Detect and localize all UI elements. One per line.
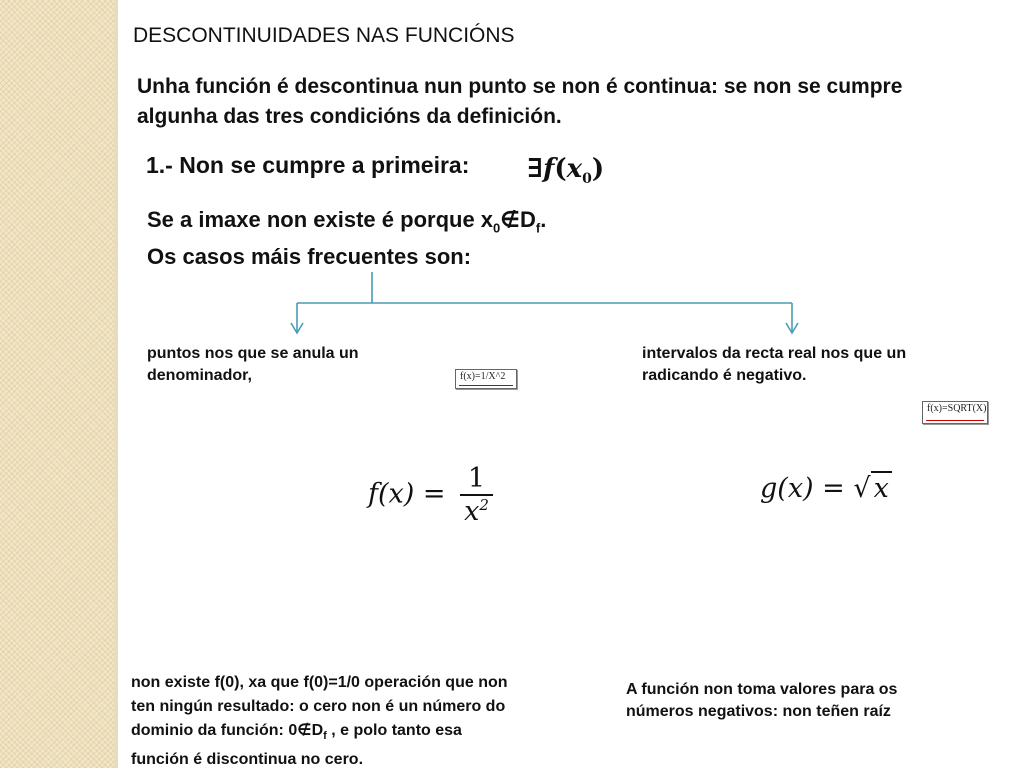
exists-close: ) <box>591 154 605 184</box>
explanation-line-1 <box>147 205 546 242</box>
note-left-text-b: , e polo tanto esa función é discontinua no cero. <box>131 722 462 769</box>
sidebar-edge <box>114 0 118 768</box>
explanation-text: Se a imaxe non existe é porque x <box>147 207 494 232</box>
exists-open: ( <box>554 154 567 184</box>
condition-heading: 1.- Non se cumpre a primeira: <box>146 152 470 178</box>
not-element-icon: ∉ <box>297 722 312 739</box>
not-element-icon: ∉ <box>500 207 520 232</box>
case-right-text: intervalos da recta real nos que un radicando é negativo. <box>642 345 907 384</box>
mini-underline <box>459 385 513 386</box>
exists-x: x <box>566 154 583 184</box>
fraction-numerator: 1 <box>460 463 493 496</box>
mini-underline <box>926 420 984 421</box>
formula-g <box>760 473 892 504</box>
mini-formula-right <box>922 401 988 424</box>
formula-f <box>368 463 493 527</box>
denominator-exponent: 2 <box>479 496 489 514</box>
mini-formula-left <box>455 369 517 389</box>
explanation <box>147 205 546 271</box>
case-left-text: puntos nos que se anula un denominador, <box>147 345 359 384</box>
domain-letter: D <box>311 722 324 739</box>
exists-formula <box>527 154 604 187</box>
arrow-left-icon <box>291 323 303 333</box>
sqrt-icon: √ <box>853 473 871 504</box>
note-left-text-a: non existe f(0), xa que f(0)=1/0 operación que non ten ningún resultado: o cero non é un número do dominio da función: 0 <box>131 674 508 739</box>
page-title: DESCONTINUIDADES NAS FUNCIÓNS <box>133 24 515 47</box>
exists-sub: 0 <box>582 171 592 188</box>
note-left <box>131 671 516 772</box>
domain-sub: f <box>323 730 327 743</box>
explanation-sub-0: 0 <box>493 220 501 236</box>
fraction-denominator <box>460 496 493 527</box>
explanation-period: . <box>540 207 547 232</box>
decorative-sidebar <box>0 0 114 768</box>
exists-f: f <box>543 154 555 184</box>
domain-sub: f <box>535 220 541 236</box>
formula-f-lhs: f(x) = <box>368 478 446 510</box>
fraction <box>460 463 493 527</box>
explanation-line-2: Os casos máis frecuentes son: <box>147 244 472 270</box>
formula-g-lhs: g(x) = <box>760 473 845 504</box>
radicand: x <box>871 471 892 504</box>
note-right: A función non toma valores para os números negativos: non teñen raíz <box>626 681 898 720</box>
intro-paragraph: Unha función é descontinua nun punto se non é continua: se non se cumpre algunha das tres condicións da definición. <box>137 75 903 128</box>
arrow-right-icon <box>786 323 798 333</box>
denominator-base: x <box>464 496 480 527</box>
mini-formula-right-text: f(x)=SQRT(X) <box>927 403 987 414</box>
exists-symbol: ∃ <box>527 154 544 184</box>
mini-formula-left-text: f(x)=1/X^2 <box>460 371 506 382</box>
domain-letter: D <box>520 207 536 232</box>
